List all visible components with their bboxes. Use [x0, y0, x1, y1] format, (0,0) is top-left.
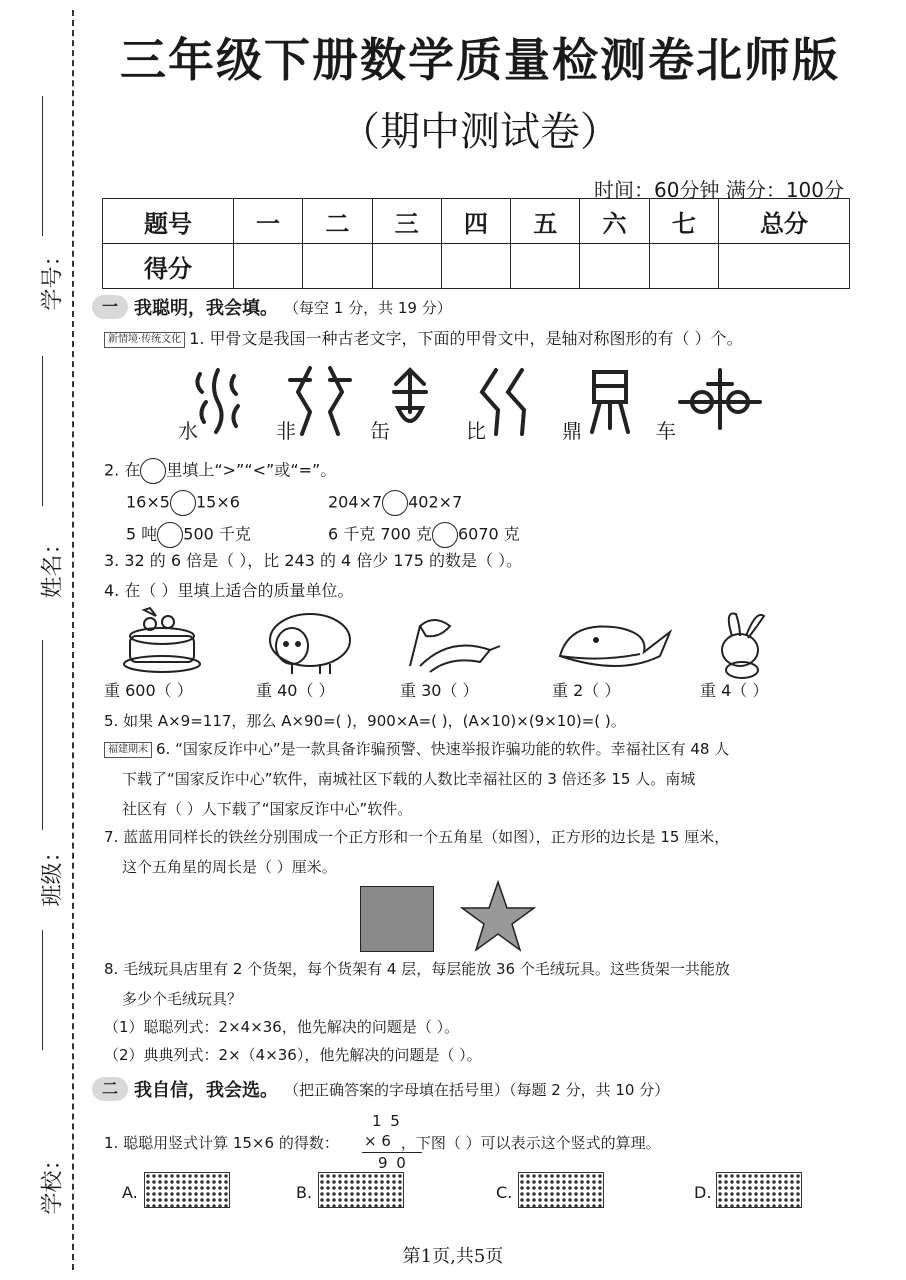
vertical-calc-bottom: 9 0 [378, 1154, 408, 1172]
score-table-header-row [103, 199, 850, 244]
page-title: 三年级下册数学质量检测卷北师版 [120, 33, 840, 87]
score-blank-cell[interactable] [233, 244, 302, 289]
score-cell: 七 [649, 199, 718, 244]
exam-meta: 时间：60分钟 满分：100分 [594, 178, 844, 202]
score-blank-cell[interactable] [372, 244, 441, 289]
section-2-heading [92, 1076, 669, 1102]
star-icon [462, 882, 534, 950]
score-blank-cell[interactable] [580, 244, 649, 289]
section-note: （每空 1 分，共 19 分） [284, 298, 452, 317]
compare-left: 204×7 [328, 492, 383, 512]
question-text: 1. 聪聪用竖式计算 15×6 的得数： [104, 1134, 339, 1152]
weight-label: 重 4（ ） [700, 681, 769, 700]
score-cell: 二 [303, 199, 372, 244]
page-footer: 第1页,共5页 [402, 1246, 504, 1267]
score-cell: 题号 [103, 199, 234, 244]
glyph-label: 车 [656, 419, 676, 443]
compare-left: 5 吨 [126, 524, 158, 544]
score-table [102, 198, 850, 289]
score-blank-cell[interactable] [303, 244, 372, 289]
crayfish-icon [410, 620, 500, 672]
whale-icon [560, 627, 670, 666]
glyph-label: 缶 [370, 419, 390, 443]
section-title: 我聪明，我会填。 [134, 298, 278, 319]
answer-circle[interactable] [157, 522, 183, 548]
question-1 [104, 328, 743, 350]
weight-label: 重 600（ ） [104, 681, 193, 700]
score-blank-cell[interactable] [511, 244, 580, 289]
question-5: 5. 如果 A×9=117，那么 A×90=( )，900×A=( )，(A×10)×(9×10)=( )。 [104, 712, 626, 730]
section-badge: 二 [92, 1077, 128, 1101]
score-cell: 六 [580, 199, 649, 244]
school-write-line [42, 930, 43, 1050]
question-text: 6. “国家反诈中心”是一款具备诈骗预警、快速举报诈骗功能的软件。幸福社区有 48 人 [156, 740, 730, 758]
compare-right: 15×6 [195, 492, 240, 512]
rabbit-icon [722, 613, 764, 678]
weight-pictures [120, 606, 800, 680]
score-table-score-row [103, 244, 850, 289]
option-label[interactable]: D. [694, 1183, 712, 1202]
score-row-label: 得分 [103, 244, 234, 289]
glyph-label: 鼎 [562, 419, 582, 443]
school-label: 学校： [40, 1148, 66, 1215]
question-text: 1. 甲骨文是我国一种古老文字，下面的甲骨文中，是轴对称图形的有（ ）个。 [189, 329, 743, 348]
compare-left: 6 千克 700 克 [328, 524, 432, 544]
page-subtitle: （期中测试卷） [340, 109, 620, 155]
class-label: 班级： [40, 840, 66, 907]
question-4: 4. 在（ ）里填上适合的质量单位。 [104, 581, 354, 600]
question-6-line: 下载了“国家反诈中心”软件，南城社区下载的人数比幸福社区的 3 倍还多 15 人。南城 [122, 770, 696, 788]
square-figure [360, 886, 434, 952]
id-write-line [42, 96, 43, 236]
answer-circle[interactable] [432, 522, 458, 548]
compare-right: 500 千克 [183, 524, 251, 544]
student-id-label: 学号： [40, 244, 66, 311]
question-tag: 新情境·传统文化 [104, 332, 185, 348]
compare-row [328, 490, 462, 516]
question-3: 3. 32 的 6 倍是（ ），比 243 的 4 倍少 175 的数是（ ）。 [104, 551, 523, 570]
water-glyph-icon [214, 370, 222, 432]
option-c-dot-grid [518, 1172, 604, 1208]
score-blank-cell[interactable] [718, 244, 849, 289]
glyph-label: 非 [276, 419, 296, 443]
compare-left: 16×5 [126, 492, 170, 512]
question-text: 里填上“>”“<”或“=”。 [166, 460, 337, 480]
binding-dashed-line [72, 10, 74, 1270]
option-a-dot-grid [144, 1172, 230, 1208]
section-title: 我自信，我会选。 [134, 1080, 278, 1101]
answer-circle[interactable] [170, 490, 196, 516]
question-text: 2. 在 [104, 460, 141, 480]
question-6-line: 社区有（ ）人下载了“国家反诈中心”软件。 [122, 800, 413, 818]
compare-row [328, 522, 520, 548]
question-8-sub1: （1）聪聪列式：2×4×36，他先解决的问题是（ ）。 [104, 1018, 460, 1036]
score-blank-cell[interactable] [441, 244, 510, 289]
student-name-label: 姓名： [40, 532, 66, 599]
question-tag: 福建期末 [104, 742, 152, 758]
score-blank-cell[interactable] [649, 244, 718, 289]
score-cell: 一 [233, 199, 302, 244]
option-label[interactable]: B. [296, 1183, 313, 1202]
class-write-line [42, 640, 43, 830]
section-note: （把正确答案的字母填在括号里）（每题 2 分，共 10 分） [284, 1080, 670, 1099]
option-d-dot-grid [716, 1172, 802, 1208]
question-text: ，下图（ ）可以表示这个竖式的算理。 [400, 1134, 661, 1152]
weight-label: 重 30（ ） [400, 681, 479, 700]
answer-circle[interactable] [140, 458, 166, 484]
question-7: 7. 蓝蓝用同样长的铁丝分别围成一个正方形和一个五角星（如图），正方形的边长是 15 厘米， [104, 828, 730, 846]
question-8-sub2: （2）典典列式：2×（4×36），他先解决的问题是（ ）。 [104, 1046, 482, 1064]
compare-right: 402×7 [408, 492, 463, 512]
sheep-icon [270, 614, 350, 674]
score-cell: 三 [372, 199, 441, 244]
vertical-calc-mid: × 6 [364, 1132, 391, 1150]
vertical-calc-top: 1 5 [372, 1112, 402, 1130]
question-2 [104, 458, 336, 484]
option-b-dot-grid [318, 1172, 404, 1208]
score-cell: 总分 [718, 199, 849, 244]
glyph-label: 水 [178, 419, 198, 443]
answer-circle[interactable] [382, 490, 408, 516]
question-8: 8. 毛绒玩具店里有 2 个货架，每个货架有 4 层，每层能放 36 个毛绒玩具。这些货架一共能放 [104, 960, 730, 978]
compare-row [126, 522, 251, 548]
glyph-label: 比 [466, 419, 486, 443]
option-label[interactable]: A. [122, 1183, 138, 1202]
section-badge: 一 [92, 295, 128, 319]
cake-icon [124, 608, 200, 672]
weight-label: 重 40（ ） [256, 681, 335, 700]
option-label[interactable]: C. [496, 1183, 513, 1202]
question-8-line: 多少个毛绒玩具？ [122, 990, 243, 1008]
score-cell: 四 [441, 199, 510, 244]
star-figure [460, 880, 536, 952]
section-1-heading [92, 294, 452, 320]
question-6 [104, 738, 729, 760]
name-write-line [42, 356, 43, 506]
score-cell: 五 [511, 199, 580, 244]
compare-row [126, 490, 240, 516]
weight-label: 重 2（ ） [552, 681, 621, 700]
question-7-line: 这个五角星的周长是（ ）厘米。 [122, 858, 337, 876]
compare-right: 6070 克 [457, 524, 520, 544]
